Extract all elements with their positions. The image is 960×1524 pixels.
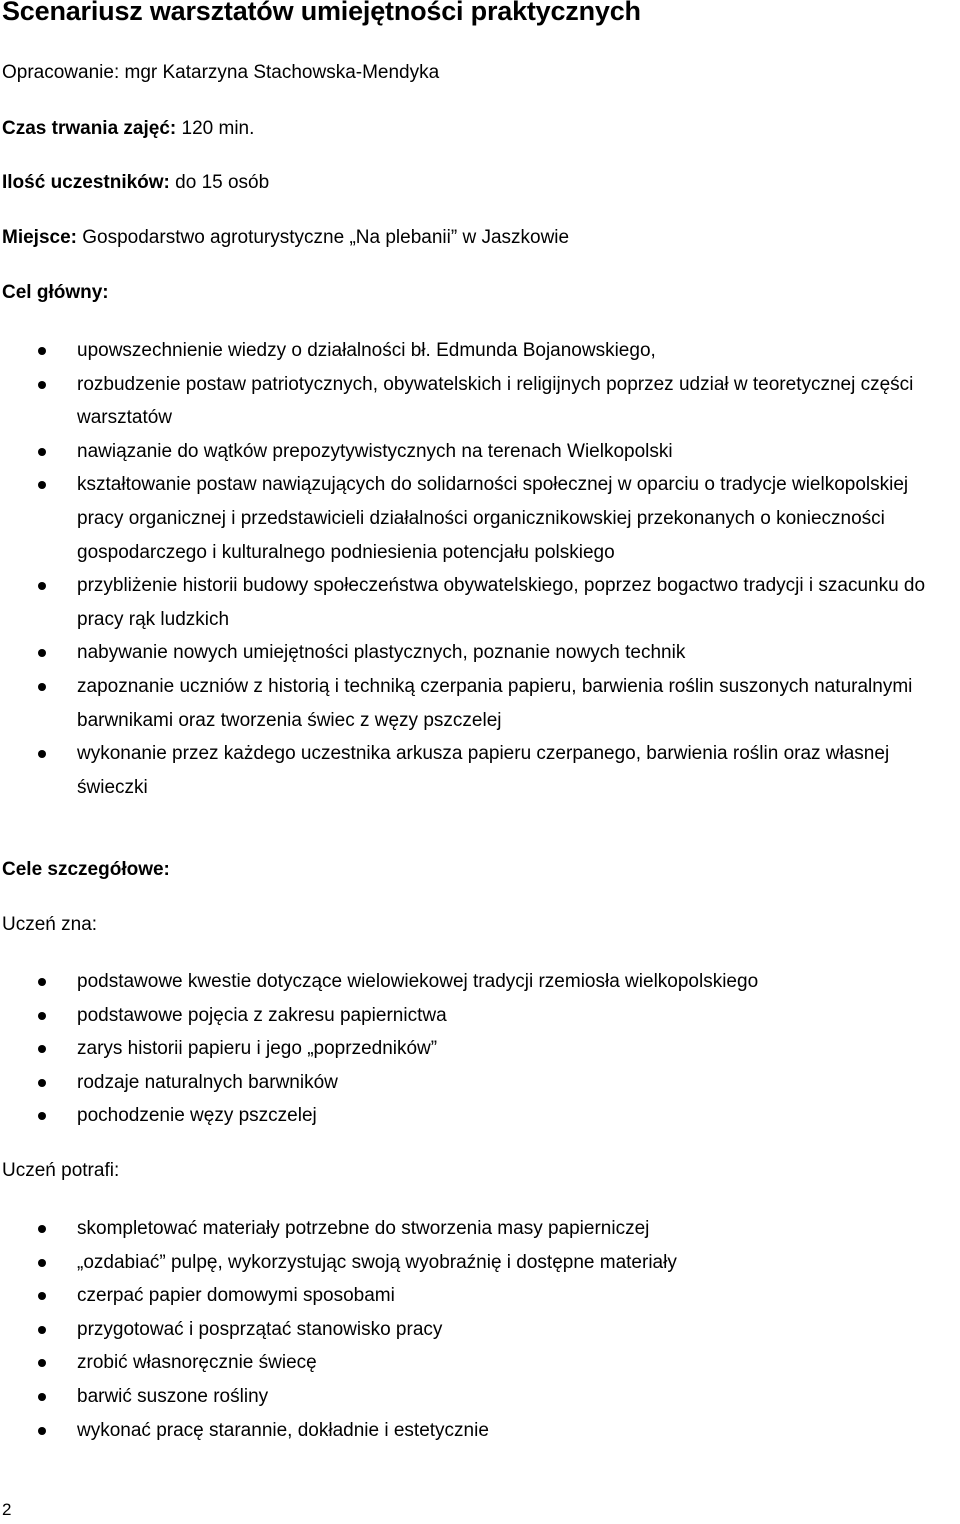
knows-heading: Uczeń zna: xyxy=(2,914,98,935)
list-item: zarys historii papieru i jego „poprzedników” xyxy=(0,1032,960,1066)
list-item: wykonanie przez każdego uczestnika arkusza papieru czerpanego, barwienia roślin oraz własnej świeczki xyxy=(0,737,960,804)
duration-value: 120 min. xyxy=(181,118,255,139)
can-heading: Uczeń potrafi: xyxy=(2,1160,120,1181)
list-item: nawiązanie do wątków prepozytywistycznych na terenach Wielkopolski xyxy=(0,435,960,469)
detailed-goals-heading: Cele szczegółowe: xyxy=(2,859,170,880)
place-label: Miejsce: xyxy=(2,227,77,248)
place-line xyxy=(2,227,569,249)
list-item: barwić suszone rośliny xyxy=(0,1380,960,1414)
list-item: podstawowe pojęcia z zakresu papiernictwa xyxy=(0,999,960,1033)
main-goal-heading: Cel główny: xyxy=(2,282,109,303)
can-list xyxy=(0,1212,960,1447)
participants-line xyxy=(2,172,269,194)
page-number: 2 xyxy=(2,1500,12,1519)
list-item: podstawowe kwestie dotyczące wielowiekowej tradycji rzemiosła wielkopolskiego xyxy=(0,965,960,999)
list-item: upowszechnienie wiedzy o działalności bł. Edmunda Bojanowskiego, xyxy=(0,334,960,368)
main-goal-list xyxy=(0,334,960,804)
list-item: skompletować materiały potrzebne do stworzenia masy papierniczej xyxy=(0,1212,960,1246)
knows-list xyxy=(0,965,960,1133)
page-title: Scenariusz warsztatów umiejętności praktycznych xyxy=(2,0,641,26)
list-item: „ozdabiać” pulpę, wykorzystując swoją wyobraźnię i dostępne materiały xyxy=(0,1246,960,1280)
list-item: czerpać papier domowymi sposobami xyxy=(0,1279,960,1313)
list-item: zrobić własnoręcznie świecę xyxy=(0,1346,960,1380)
list-item: rozbudzenie postaw patriotycznych, obywatelskich i religijnych poprzez udział w teoretycznej części warsztatów xyxy=(0,368,960,435)
place-value: Gospodarstwo agroturystyczne „Na plebanii” w Jaszkowie xyxy=(82,227,570,248)
duration-label: Czas trwania zajęć: xyxy=(2,118,177,139)
list-item: przybliżenie historii budowy społeczeństwa obywatelskiego, poprzez bogactwo tradycji i szacunku do pracy rąk ludzkich xyxy=(0,569,960,636)
participants-label: Ilość uczestników: xyxy=(2,172,170,193)
list-item: rodzaje naturalnych barwników xyxy=(0,1066,960,1100)
list-item: nabywanie nowych umiejętności plastycznych, poznanie nowych technik xyxy=(0,636,960,670)
participants-value: do 15 osób xyxy=(175,172,270,193)
author-line: Opracowanie: mgr Katarzyna Stachowska-Mendyka xyxy=(2,62,440,83)
duration-line xyxy=(2,118,254,140)
list-item: przygotować i posprzątać stanowisko pracy xyxy=(0,1313,960,1347)
list-item: pochodzenie węzy pszczelej xyxy=(0,1099,960,1133)
list-item: zapoznanie uczniów z historią i techniką czerpania papieru, barwienia roślin suszonych naturalnymi barwnikami oraz tworzenia świec z węzy pszczelej xyxy=(0,670,960,737)
list-item: wykonać pracę starannie, dokładnie i estetycznie xyxy=(0,1414,960,1448)
list-item: kształtowanie postaw nawiązujących do solidarności społecznej w oparciu o tradycje wielkopolskiej pracy organicznej i przedstawicieli działalności organicznikowskiej przekonanych o konieczności gospodarczego i kulturalnego podniesienia potencjału polskiego xyxy=(0,468,960,569)
